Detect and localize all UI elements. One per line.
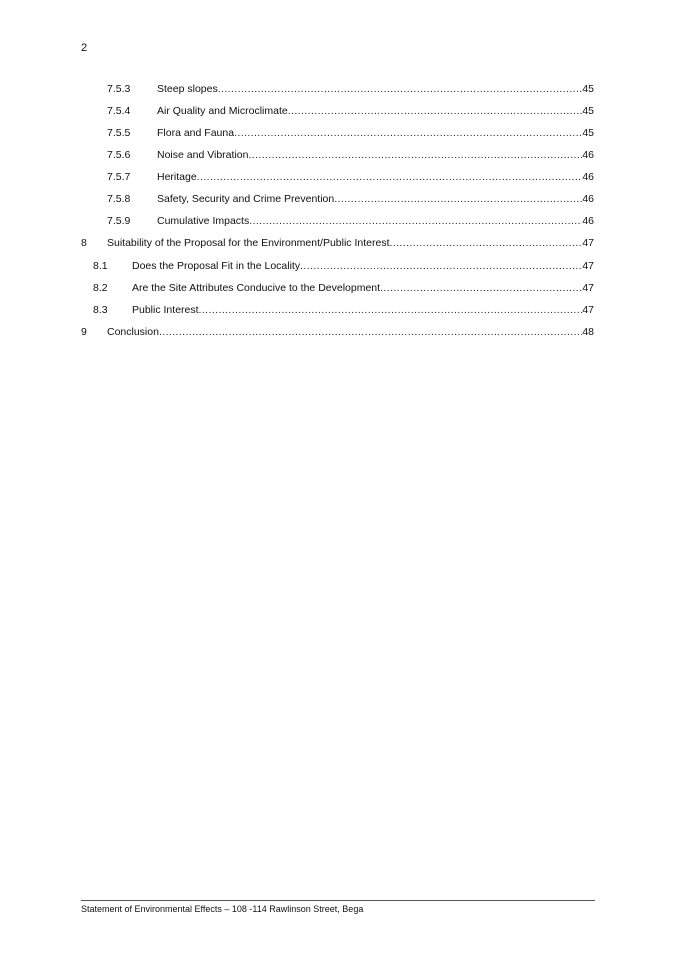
toc-entry-8[interactable] <box>0 236 675 251</box>
toc-entry-number: 9 <box>81 326 87 338</box>
toc-entry-page: 45 <box>582 83 594 95</box>
toc-entry-page: 46 <box>582 149 594 161</box>
toc-entry-8-2[interactable] <box>0 281 675 296</box>
toc-entry-title: Cumulative Impacts <box>157 215 250 227</box>
page-number: 2 <box>81 42 88 54</box>
toc-entry-title: Air Quality and Microclimate <box>157 105 288 117</box>
toc-entry-title: Noise and Vibration <box>157 149 249 161</box>
toc-dot-leader <box>199 303 583 318</box>
toc-entry-page: 46 <box>582 215 594 227</box>
toc-entry-7-5-8[interactable] <box>0 192 675 207</box>
toc-entry-7-5-9[interactable] <box>0 214 675 229</box>
toc-dot-leader <box>248 148 582 163</box>
toc-entry-number: 7.5.4 <box>107 105 131 117</box>
toc-entry-page: 45 <box>582 127 594 139</box>
toc-entry-number: 8.3 <box>93 304 108 316</box>
toc-entry-7-5-6[interactable] <box>0 148 675 163</box>
toc-entry-page: 47 <box>582 304 594 316</box>
toc-entry-number: 7.5.3 <box>107 83 131 95</box>
toc-entry-page: 46 <box>582 171 594 183</box>
toc-entry-page: 47 <box>582 237 594 249</box>
toc-entry-9[interactable] <box>0 325 675 340</box>
toc-entry-page: 46 <box>582 193 594 205</box>
toc-entry-7-5-3[interactable] <box>0 82 675 97</box>
toc-entry-number: 8 <box>81 237 87 249</box>
toc-entry-7-5-7[interactable] <box>0 170 675 185</box>
toc-dot-leader <box>249 214 582 229</box>
toc-entry-title: Public Interest <box>132 304 199 316</box>
toc-entry-title: Suitability of the Proposal for the Environment/Public Interest <box>107 237 390 249</box>
toc-entry-8-1[interactable] <box>0 259 675 274</box>
toc-dot-leader <box>159 325 582 340</box>
toc-dot-leader <box>300 259 582 274</box>
toc-entry-title: Conclusion <box>107 326 159 338</box>
toc-entry-7-5-5[interactable] <box>0 126 675 141</box>
toc-entry-number: 7.5.6 <box>107 149 131 161</box>
toc-dot-leader <box>389 236 582 251</box>
footer-divider <box>81 900 595 901</box>
toc-entry-page: 45 <box>582 105 594 117</box>
toc-entry-title: Does the Proposal Fit in the Locality <box>132 260 301 272</box>
toc-entry-page: 47 <box>582 282 594 294</box>
toc-entry-number: 8.2 <box>93 282 108 294</box>
toc-dot-leader <box>218 82 583 97</box>
toc-entry-page: 47 <box>582 260 594 272</box>
toc-entry-title: Steep slopes <box>157 83 218 95</box>
toc-dot-leader <box>197 170 583 185</box>
toc-dot-leader <box>334 192 582 207</box>
toc-entry-page: 48 <box>582 326 594 338</box>
toc-entry-number: 7.5.9 <box>107 215 131 227</box>
toc-entry-title: Are the Site Attributes Conducive to the Development <box>132 282 381 294</box>
toc-entry-number: 8.1 <box>93 260 108 272</box>
toc-dot-leader <box>380 281 582 296</box>
toc-entry-title: Heritage <box>157 171 197 183</box>
toc-entry-number: 7.5.5 <box>107 127 131 139</box>
toc-dot-leader <box>234 126 582 141</box>
toc-entry-number: 7.5.8 <box>107 193 131 205</box>
toc-entry-number: 7.5.7 <box>107 171 131 183</box>
toc-entry-8-3[interactable] <box>0 303 675 318</box>
toc-entry-title: Flora and Fauna <box>157 127 235 139</box>
toc-entry-7-5-4[interactable] <box>0 104 675 119</box>
toc-dot-leader <box>288 104 583 119</box>
toc-entry-title: Safety, Security and Crime Prevention <box>157 193 335 205</box>
footer-text: Statement of Environmental Effects – 108 -114 Rawlinson Street, Bega <box>81 904 364 914</box>
